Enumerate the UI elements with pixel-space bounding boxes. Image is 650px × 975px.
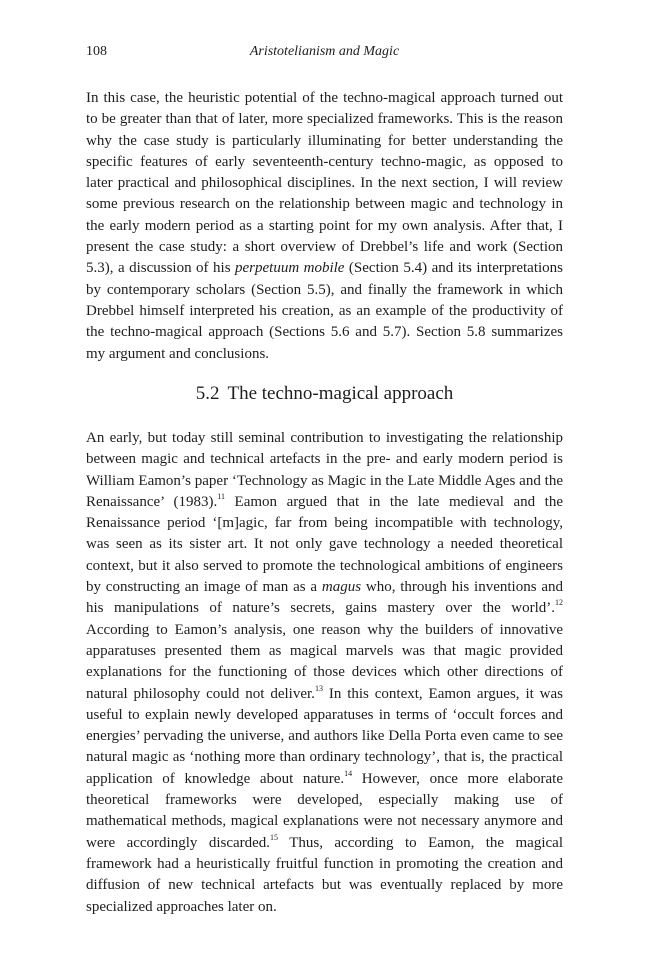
text-run: Thus, according to Eamon, the magical framework had a heuristically fruitful function in promoting the creation and diffusion of new technical artefacts but was eventually replaced by more specialized approaches later on. [86,834,563,915]
section-title: The techno-magical approach [227,383,454,404]
section-heading [86,383,563,405]
page-number: 108 [86,44,107,59]
text-run: In this context, Eamon argues, it was useful to explain newly developed apparatuses in terms of ‘occult forces and energies’ pervading the universe, and authors like Della Porta even came to see natural magic as ‘nothing more than ordinary technology’, that is, the practical application of knowledge about nature. [86,685,563,787]
text-run: An early, but today still seminal contribution to investigating the relationship between magic and technical artefacts in the pre- and early modern period is William Eamon’s paper ‘Technology as Magic in the Late Middle Ages and the Renaissance’ (1983). [86,430,563,510]
footnote-ref-14[interactable]: 14 [344,768,353,778]
italic-term: magus [321,579,362,596]
italic-term: perpetuum mobile [235,260,345,277]
running-head [86,44,563,64]
running-title: Aristotelianism and Magic [249,44,400,59]
footnote-ref-12[interactable]: 12 [555,598,563,608]
footnote-ref-13[interactable]: 13 [314,683,323,693]
body-paragraph-1 [86,88,563,365]
body-paragraph-2 [86,428,563,918]
section-number: 5.2 [195,383,220,404]
text-run: However, once more elaborate theoretical frameworks were developed, especially making use of mathematical methods, magical explanations were not necessary anymore and were accordingly discarded. [86,770,563,851]
text-run: In this case, the heuristic potential of the techno-magical approach turned out to be greater than that of later, more specialized frameworks. This is the reason why the case study is particularly illuminating for better understanding the specific features of early seventeenth-century techno-magic, as opposed to later practical and philosophical disciplines. In the next section, I will review some previous research on the relationship between magic and technology in the early modern period as a starting point for my own analysis. After that, I present the case study: a short overview of Drebbel’s life and work (Section 5.3), a discussion of his [86,90,563,277]
footnote-ref-15[interactable]: 15 [270,832,279,842]
text-run: who, through his inventions and his manipulations of nature’s secrets, gains mastery over the world’. [86,579,564,617]
text-run: According to Eamon’s analysis, one reason why the builders of innovative apparatuses presented them as magical marvels was that magic provided explanations for the functioning of those devices which other directions of natural philosophy could not deliver. [86,621,563,702]
text-run: Eamon argued that in the late medieval and the Renaissance period ‘[m]agic, far from being incompatible with technology, was seen as its sister art. It not only gave technology a needed theoretical context, but it also served to promote the technological ambitions of engineers by constructing an image of man as a [86,493,564,596]
text-run: (Section 5.4) and its interpretations by contemporary scholars (Section 5.5), and finally the framework in which Drebbel himself interpreted his creation, as an example of the productivity of the techno-magical approach (Sections 5.6 and 5.7). Section 5.8 summarizes my argument and conclusions. [86,260,563,362]
footnote-ref-11[interactable]: 11 [217,491,226,501]
